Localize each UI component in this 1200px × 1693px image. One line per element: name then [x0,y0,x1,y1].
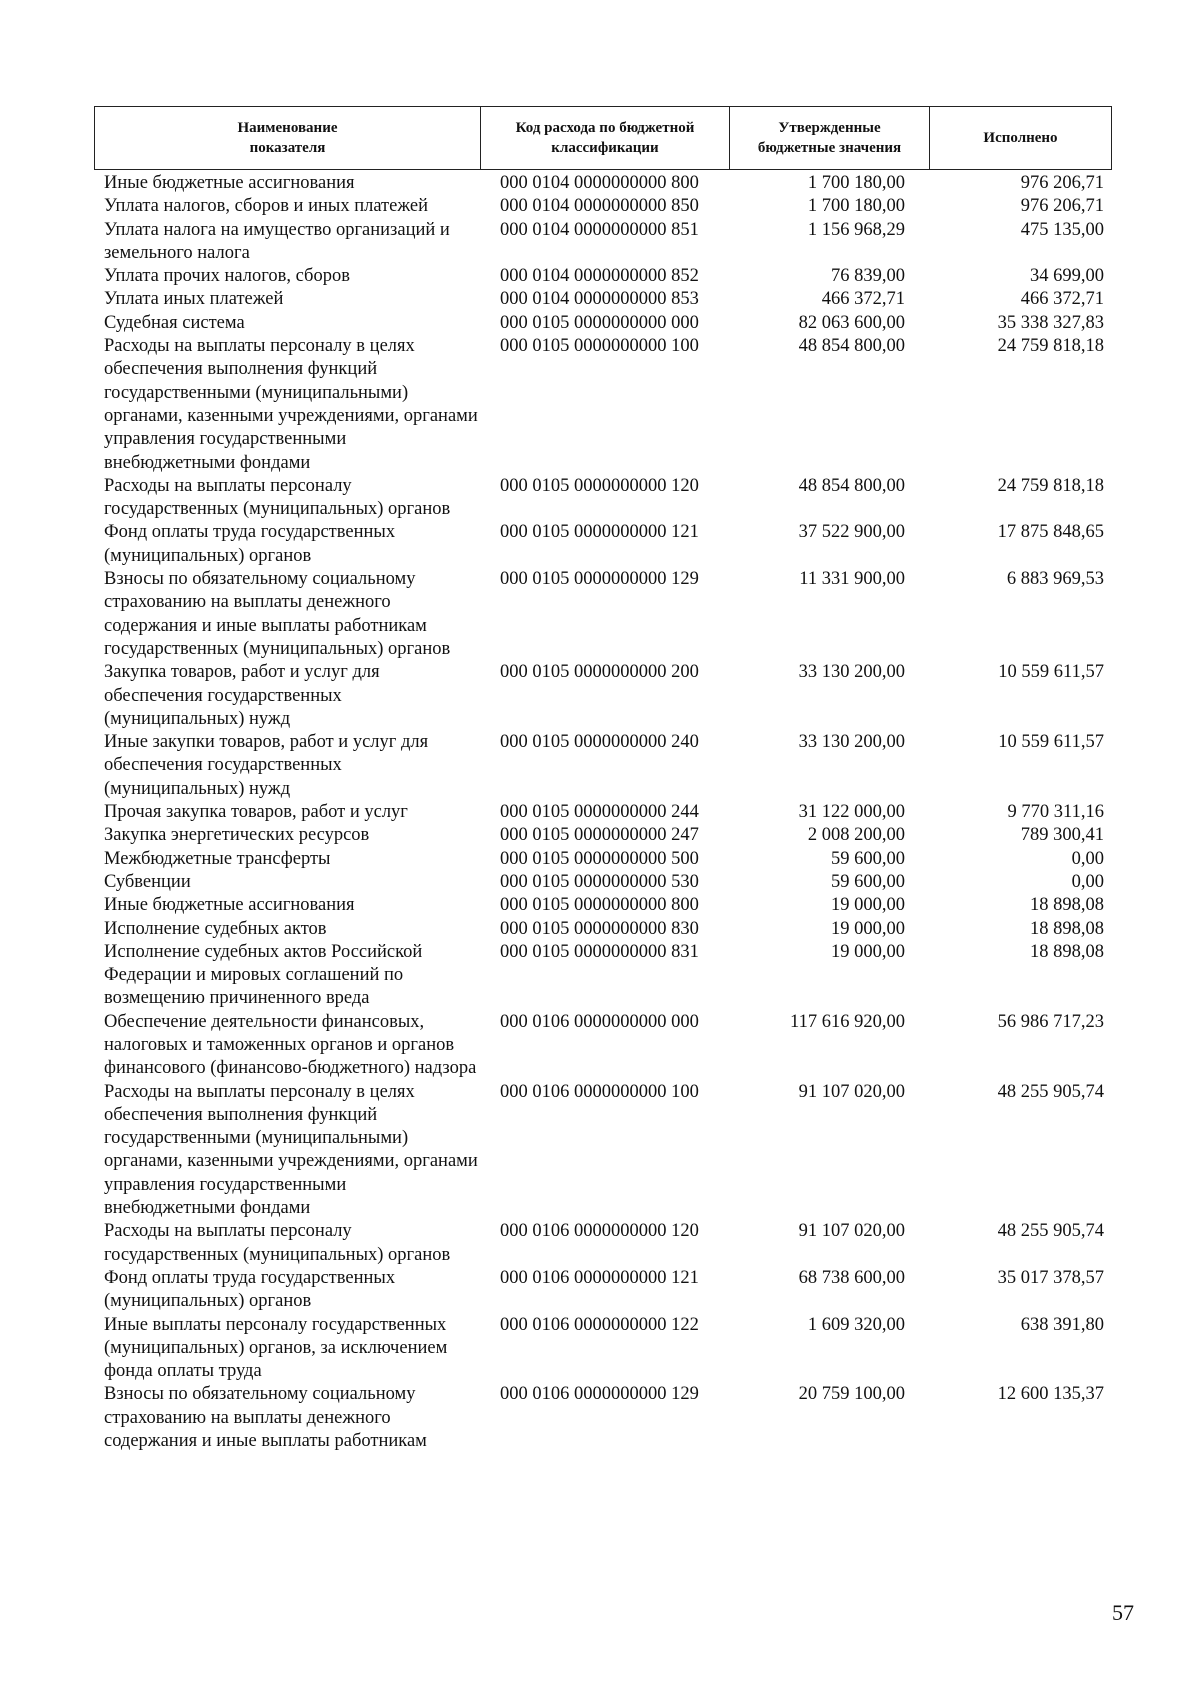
approved-value-cell: 59 600,00 [831,871,905,892]
executed-value-cell: 6 883 969,53 [1006,569,1104,590]
budget-code-cell: 000 0104 0000000000 800 [500,173,699,193]
indicator-name-cell: Судебная система [104,312,245,333]
table-row [94,1383,1112,1453]
indicator-name-cell: Исполнение судебных актов Российской Федерации и мировых соглашений по возмещению причиненного вреда [104,941,423,1009]
approved-value-cell: 91 107 020,00 [798,1221,905,1242]
executed-value-cell: 18 898,08 [1030,895,1104,916]
budget-code-cell: 000 0105 0000000000 500 [500,848,699,869]
indicator-name-cell: Иные бюджетные ассигнования [104,895,355,916]
indicator-name-cell: Уплата налогов, сборов и иных платежей [104,196,429,217]
table-row [94,824,1112,847]
approved-value-cell: 33 130 200,00 [798,662,905,683]
table-row [94,219,1112,266]
approved-value-cell: 19 000,00 [831,941,905,962]
budget-code-cell: 000 0106 0000000000 100 [500,1081,699,1102]
table-row [94,1081,1112,1221]
budget-code-cell: 000 0106 0000000000 122 [500,1314,699,1335]
indicator-name-cell: Иные выплаты персоналу государственных (муниципальных) органов, за исключением фонда оплаты труда [104,1314,448,1382]
executed-value-cell: 976 206,71 [1020,196,1104,217]
budget-code-cell: 000 0105 0000000000 244 [500,802,699,823]
indicator-name-cell: Фонд оплаты труда государственных (муниципальных) органов [104,1267,396,1312]
budget-code-cell: 000 0105 0000000000 800 [500,895,699,916]
indicator-name-cell: Расходы на выплаты персоналу в целях обеспечения выполнения функций государственными (муниципальными) органами, казенными учреждениями, органами управления государственными внебюджетными фондами [104,1081,478,1219]
approved-value-cell: 1 156 968,29 [807,219,905,240]
approved-value-cell: 48 854 800,00 [798,336,905,357]
indicator-name-cell: Иные бюджетные ассигнования [104,173,355,193]
indicator-name-cell: Расходы на выплаты персоналу в целях обеспечения выполнения функций государственными (муниципальными) органами, казенными учреждениями, органами управления государственными внебюджетными фондами [104,336,478,473]
budget-code-cell: 000 0105 0000000000 830 [500,918,699,939]
budget-code-cell: 000 0105 0000000000 120 [500,475,699,496]
approved-value-cell: 59 600,00 [831,848,905,869]
indicator-name-cell: Исполнение судебных актов [104,918,327,939]
approved-value-cell: 91 107 020,00 [798,1081,905,1102]
page-number: 57 [1112,1600,1134,1625]
approved-value-cell: 68 738 600,00 [798,1267,905,1288]
indicator-name-cell: Закупка товаров, работ и услуг для обеспечения государственных (муниципальных) нужд [104,662,380,729]
executed-value-cell: 10 559 611,57 [998,732,1104,753]
table-row [94,801,1112,824]
executed-value-cell: 0,00 [1071,871,1104,892]
approved-value-cell: 31 122 000,00 [798,802,905,823]
approved-value-cell: 37 522 900,00 [798,522,905,543]
budget-code-cell: 000 0106 0000000000 121 [500,1267,699,1288]
indicator-name-cell: Уплата иных платежей [104,289,284,310]
approved-value-cell: 1 609 320,00 [807,1314,905,1335]
budget-code-cell: 000 0106 0000000000 120 [500,1221,699,1242]
budget-code-cell: 000 0104 0000000000 852 [500,266,699,287]
approved-value-cell: 117 616 920,00 [790,1011,905,1032]
indicator-name-cell: Уплата прочих налогов, сборов [104,266,350,287]
budget-code-cell: 000 0106 0000000000 129 [500,1384,699,1405]
indicator-name-cell: Иные закупки товаров, работ и услуг для обеспечения государственных (муниципальных) нужд [104,732,429,799]
table-row [94,848,1112,871]
executed-value-cell: 18 898,08 [1030,918,1104,939]
approved-value-cell: 19 000,00 [831,895,905,916]
approved-value-cell: 20 759 100,00 [798,1384,905,1405]
table-row [94,521,1112,568]
executed-value-cell: 475 135,00 [1020,219,1104,240]
executed-value-cell: 0,00 [1071,848,1104,869]
indicator-name-cell: Взносы по обязательному социальному страхованию на выплаты денежного содержания и иные выплаты работникам [104,1384,427,1452]
budget-code-cell: 000 0104 0000000000 853 [500,289,699,310]
budget-code-cell: 000 0105 0000000000 100 [500,336,699,357]
approved-value-cell: 82 063 600,00 [798,312,905,333]
approved-value-cell: 11 331 900,00 [799,569,905,590]
executed-value-cell: 9 770 311,16 [1007,802,1104,823]
indicator-name-cell: Обеспечение деятельности финансовых, налоговых и таможенных органов и органов финансового (финансово-бюджетного) надзора [104,1011,477,1079]
header-indicator-name: Наименование показателя [95,107,481,169]
approved-value-cell: 19 000,00 [831,918,905,939]
executed-value-cell: 35 017 378,57 [997,1267,1104,1288]
executed-value-cell: 56 986 717,23 [997,1011,1104,1032]
table-header [94,106,1112,170]
budget-code-cell: 000 0105 0000000000 000 [500,312,699,333]
executed-value-cell: 35 338 327,83 [997,312,1104,333]
indicator-name-cell: Фонд оплаты труда государственных (муниципальных) органов [104,522,396,566]
budget-code-cell: 000 0104 0000000000 851 [500,219,699,240]
budget-code-cell: 000 0105 0000000000 129 [500,569,699,590]
executed-value-cell: 638 391,80 [1020,1314,1104,1335]
indicator-name-cell: Закупка энергетических ресурсов [104,825,370,846]
table-row [94,731,1112,801]
budget-code-cell: 000 0105 0000000000 121 [500,522,699,543]
approved-value-cell: 33 130 200,00 [798,732,905,753]
table-row [94,918,1112,941]
approved-value-cell: 76 839,00 [831,266,905,287]
budget-code-cell: 000 0105 0000000000 200 [500,662,699,683]
budget-code-cell: 000 0105 0000000000 530 [500,871,699,892]
indicator-name-cell: Расходы на выплаты персоналу государственных (муниципальных) органов [104,1221,451,1265]
header-budget-code: Код расхода по бюджетной классификации [481,107,730,169]
budget-code-cell: 000 0104 0000000000 850 [500,196,699,217]
approved-value-cell: 1 700 180,00 [807,196,905,217]
executed-value-cell: 34 699,00 [1030,266,1104,287]
approved-value-cell: 48 854 800,00 [798,475,905,496]
executed-value-cell: 48 255 905,74 [997,1221,1104,1242]
table-row [94,661,1112,731]
table-row [94,475,1112,522]
header-approved-values: Утвержденные бюджетные значения [730,107,930,169]
table-row [94,1314,1112,1384]
budget-code-cell: 000 0106 0000000000 000 [500,1011,699,1032]
executed-value-cell: 17 875 848,65 [997,522,1104,543]
approved-value-cell: 466 372,71 [821,289,905,310]
table-row [94,172,1112,195]
approved-value-cell: 2 008 200,00 [807,825,905,846]
table-row [94,288,1112,311]
executed-value-cell: 48 255 905,74 [997,1081,1104,1102]
table-row [94,335,1112,475]
indicator-name-cell: Межбюджетные трансферты [104,848,331,869]
table-row [94,1267,1112,1314]
indicator-name-cell: Прочая закупка товаров, работ и услуг [104,802,408,823]
executed-value-cell: 24 759 818,18 [997,475,1104,496]
table-row [94,871,1112,894]
table-row [94,312,1112,335]
indicator-name-cell: Уплата налога на имущество организаций и земельного налога [104,219,450,263]
table-body [94,172,1112,1453]
budget-code-cell: 000 0105 0000000000 240 [500,732,699,753]
table-row [94,894,1112,917]
indicator-name-cell: Расходы на выплаты персоналу государственных (муниципальных) органов [104,475,451,520]
executed-value-cell: 466 372,71 [1020,289,1104,310]
approved-value-cell: 1 700 180,00 [807,173,905,193]
table-row [94,568,1112,661]
executed-value-cell: 24 759 818,18 [997,336,1104,357]
header-executed: Исполнено [983,130,1058,146]
executed-value-cell: 10 559 611,57 [998,662,1104,683]
executed-value-cell: 976 206,71 [1020,173,1104,193]
table-row [94,265,1112,288]
indicator-name-cell: Субвенции [104,871,191,892]
executed-value-cell: 18 898,08 [1030,941,1104,962]
budget-code-cell: 000 0105 0000000000 247 [500,825,699,846]
budget-code-cell: 000 0105 0000000000 831 [500,941,699,962]
executed-value-cell: 12 600 135,37 [997,1384,1104,1405]
table-row [94,941,1112,1011]
table-row [94,1011,1112,1081]
table-row [94,195,1112,218]
indicator-name-cell: Взносы по обязательному социальному страхованию на выплаты денежного содержания и иные выплаты работникам государственных (муниципальных) органов [104,569,451,659]
table-row [94,1220,1112,1267]
executed-value-cell: 789 300,41 [1020,825,1104,846]
